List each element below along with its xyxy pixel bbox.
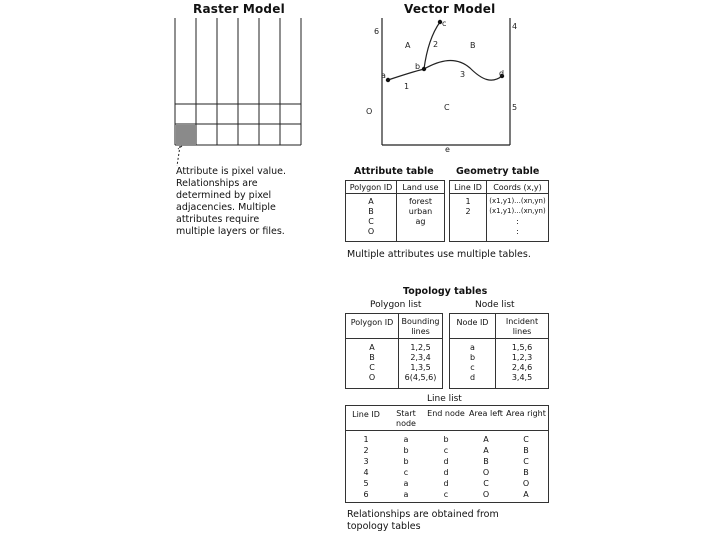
raster-grid: [170, 18, 305, 150]
raster-note-line: determined by pixel: [176, 190, 272, 201]
polygon-list-title: Polygon list: [370, 300, 422, 310]
cell: d: [469, 373, 476, 382]
cell: 1,3,5: [410, 363, 431, 372]
cell: A: [523, 490, 529, 499]
cell: c: [470, 363, 475, 372]
label-line-4: 4: [512, 22, 518, 31]
cell: 1,2,5: [410, 343, 431, 352]
highlighted-pixel: [176, 125, 196, 145]
header-polygon-id: Polygon ID: [350, 318, 394, 327]
header-divider: [346, 338, 442, 339]
cell: 1,2,3: [511, 353, 533, 362]
header-line-id: Line ID: [352, 410, 380, 419]
header-end-node: End node: [427, 409, 465, 418]
cell: 3: [363, 457, 369, 466]
polygon-list-table: [345, 313, 443, 389]
cell: O: [367, 227, 375, 236]
cell: b: [403, 457, 409, 466]
cell: 6(4,5,6): [404, 373, 437, 382]
raster-note-line: adjacencies. Multiple: [176, 202, 276, 213]
label-poly-O: O: [366, 107, 373, 116]
raster-note: [176, 166, 286, 238]
cell: c: [443, 446, 449, 455]
header-divider: [346, 430, 548, 431]
cell: 1: [363, 435, 369, 444]
cell: d: [443, 457, 449, 466]
header-node-id: Node ID: [456, 318, 489, 327]
raster-note-line: Relationships are: [176, 178, 258, 189]
header-divider: [450, 338, 548, 339]
cell: (x1,y1)...(xn,yn): [489, 207, 546, 215]
cell: 2: [363, 446, 369, 455]
cell: C: [369, 363, 375, 372]
cell: 4: [363, 468, 369, 477]
cell: 6: [363, 490, 369, 499]
label-node-a: a: [381, 71, 386, 80]
cell: forest: [408, 197, 433, 206]
cell: :: [516, 227, 519, 236]
raster-note-line: Attribute is pixel value.: [176, 166, 287, 177]
cell: O: [482, 468, 490, 477]
cell: 2,4,6: [511, 363, 533, 372]
raster-note-line: multiple layers or files.: [176, 226, 285, 237]
raster-note-line: attributes require: [176, 214, 260, 225]
node-list-title: Node list: [475, 300, 515, 310]
cell: ag: [415, 217, 426, 226]
label-poly-B: B: [470, 41, 476, 50]
cell: 2,3,4: [410, 353, 431, 362]
attribute-table-title: Attribute table: [354, 166, 434, 177]
cell: c: [443, 490, 449, 499]
cell: a: [403, 479, 409, 488]
node-b: [422, 67, 426, 71]
header-divider: [450, 193, 548, 194]
cell: d: [443, 479, 449, 488]
header-area-left: Area left: [469, 409, 503, 418]
cell: b: [403, 446, 409, 455]
topology-title: Topology tables: [403, 286, 488, 297]
cell: d: [443, 468, 449, 477]
cell: a: [403, 490, 409, 499]
cell: A: [369, 343, 375, 352]
cell: c: [403, 468, 409, 477]
cell: A: [483, 435, 489, 444]
cell: 1: [465, 197, 471, 206]
pointer-leader: [174, 146, 184, 168]
label-node-d: d: [499, 69, 505, 78]
cell: C: [523, 457, 529, 466]
geometry-table-title: Geometry table: [456, 166, 540, 177]
cell: B: [369, 353, 375, 362]
header-line-id: Line ID: [454, 183, 482, 192]
node-list-table: [449, 313, 549, 389]
topology-note: [347, 509, 499, 533]
cell: B: [523, 446, 529, 455]
cell: 5: [363, 479, 369, 488]
cell: 3,4,5: [511, 373, 533, 382]
cell: O: [522, 479, 530, 488]
label-node-e: e: [445, 145, 450, 154]
cell: C: [368, 217, 374, 226]
geometry-table: [449, 180, 549, 242]
cell: 1,5,6: [511, 343, 533, 352]
cell: C: [523, 435, 529, 444]
attribute-table: [345, 180, 445, 242]
label-poly-C: C: [444, 103, 450, 112]
cell: B: [368, 207, 374, 216]
cell: O: [482, 490, 490, 499]
label-node-c: c: [442, 19, 447, 28]
label-poly-A: A: [405, 41, 411, 50]
header-start-node: Start node: [396, 409, 416, 428]
label-line-3: 3: [460, 70, 466, 79]
cell: A: [368, 197, 374, 206]
raster-title: Raster Model: [193, 2, 285, 16]
line-list-table: [345, 405, 549, 503]
vector-diagram: [360, 14, 530, 154]
tables-note: Multiple attributes use multiple tables.: [347, 249, 531, 260]
header-incident-lines: Incident lines: [505, 317, 539, 336]
cell: b: [469, 353, 476, 362]
label-line-1: 1: [404, 82, 410, 91]
cell: C: [483, 479, 489, 488]
header-polygon-id: Polygon ID: [349, 183, 393, 192]
label-line-5: 5: [512, 103, 518, 112]
cell: urban: [408, 207, 433, 216]
label-node-b: b: [415, 62, 421, 71]
header-land-use: Land use: [402, 183, 439, 192]
label-line-2: 2: [433, 40, 439, 49]
cell: (x1,y1)...(xn,yn): [489, 197, 546, 205]
node-a: [386, 78, 390, 82]
cell: B: [483, 457, 489, 466]
label-line-6: 6: [374, 27, 380, 36]
cell: a: [403, 435, 409, 444]
topology-note-line: Relationships are obtained from: [347, 509, 499, 520]
cell: O: [368, 373, 376, 382]
topology-note-line: topology tables: [347, 521, 421, 532]
cell: :: [516, 217, 519, 226]
line-list-title: Line list: [427, 394, 462, 404]
header-bounding-lines: Bounding lines: [401, 317, 440, 336]
header-area-right: Area right: [506, 409, 546, 418]
cell: a: [470, 343, 475, 352]
cell: B: [523, 468, 529, 477]
cell: A: [483, 446, 489, 455]
vector-title: Vector Model: [404, 2, 496, 16]
header-divider: [346, 193, 444, 194]
cell: b: [443, 435, 449, 444]
cell: 2: [465, 207, 471, 216]
header-coords: Coords (x,y): [493, 183, 542, 192]
